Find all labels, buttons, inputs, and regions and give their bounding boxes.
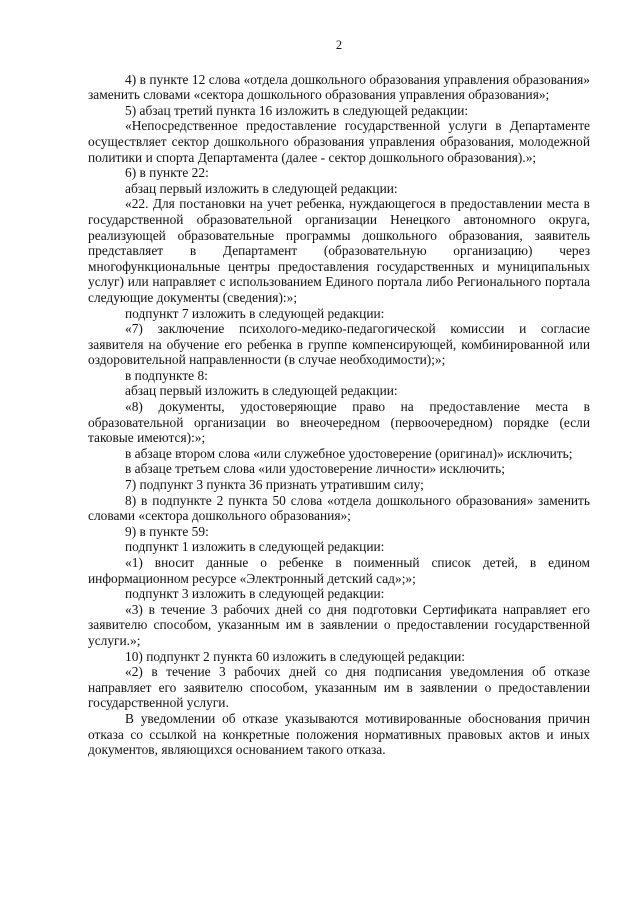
paragraph: 7) подпункт 3 пункта 36 признать утратившим силу; — [125, 477, 424, 493]
document-page — [88, 38, 590, 758]
paragraph: 9) в пункте 59: — [125, 523, 209, 539]
paragraph: 8) в подпункте 2 пункта 50 слова «отдела дошкольного образования» заменить словами «сектора дошкольного образования»; — [88, 492, 590, 524]
paragraph: подпункт 1 изложить в следующей редакции: — [125, 539, 385, 555]
paragraph: 4) в пункте 12 слова «отдела дошкольного образования управления образования» заменить словами «сектора дошкольного образования управления образования»; — [88, 71, 590, 103]
paragraph: «22. Для постановки на учет ребенка, нуждающегося в предоставлении места в государственной образовательной организации Ненецкого автономного округа, реализующей образовательные программы дошкольного образования, заявитель представляет в Департамент (образовательную организацию) через многофункциональные центры предоставления государственных и муниципальных услуг) или направляет с использованием Единого портала либо Регионального портала следующие документы (сведения):»; — [88, 196, 590, 305]
paragraph: в абзаце втором слова «или служебное удостоверение (оригинал)» исключить; — [125, 445, 573, 461]
paragraph: «7) заключение психолого-медико-педагогической комиссии и согласие заявителя на обучение его ребенка в группе компенсирующей, комбинированной или оздоровительной направленности (в случае необходимости);»; — [88, 321, 590, 368]
paragraph: абзац первый изложить в следующей редакции: — [125, 180, 398, 196]
paragraph: 5) абзац третий пункта 16 изложить в следующей редакции: — [125, 102, 469, 118]
paragraph: «3) в течение 3 рабочих дней со дня подготовки Сертификата направляет его заявителю способом, указанным им в заявлении о предоставлении государственной услуги.»; — [88, 601, 590, 648]
paragraph: «2) в течение 3 рабочих дней со дня подписания уведомления об отказе направляет его заявителю способом, указанным им в заявлении о предоставлении государственной услуги. — [88, 664, 590, 711]
paragraph: в абзаце третьем слова «или удостоверение личности» исключить; — [125, 461, 505, 477]
paragraph: «Непосредственное предоставление государственной услуги в Департаменте осуществляет сектор дошкольного образования управления образования, молодежной политики и спорта Департамента (далее - сектор дошкольного образования).»; — [88, 118, 590, 165]
paragraph: «8) документы, удостоверяющие право на предоставление места в образовательной организации во внеочередном (первоочередном) порядке (если таковые имеются):»; — [88, 399, 590, 446]
paragraph: подпункт 7 изложить в следующей редакции: — [125, 305, 385, 321]
paragraph: подпункт 3 изложить в следующей редакции: — [125, 586, 385, 602]
paragraph: в подпункте 8: — [125, 367, 208, 383]
paragraph: 6) в пункте 22: — [125, 165, 209, 181]
paragraph: В уведомлении об отказе указываются мотивированные обоснования причин отказа со ссылкой на конкретные положения нормативных правовых актов и иных документов, являющихся основанием такого отказа. — [88, 710, 590, 758]
paragraph: «1) вносит данные о ребенке в поименный список детей, в едином информационном ресурсе «Электронный детский сад»;»; — [88, 555, 590, 586]
page-number: 2 — [335, 38, 343, 52]
paragraph: 10) подпункт 2 пункта 60 изложить в следующей редакции: — [125, 648, 465, 664]
paragraph: абзац первый изложить в следующей редакции: — [125, 383, 398, 399]
